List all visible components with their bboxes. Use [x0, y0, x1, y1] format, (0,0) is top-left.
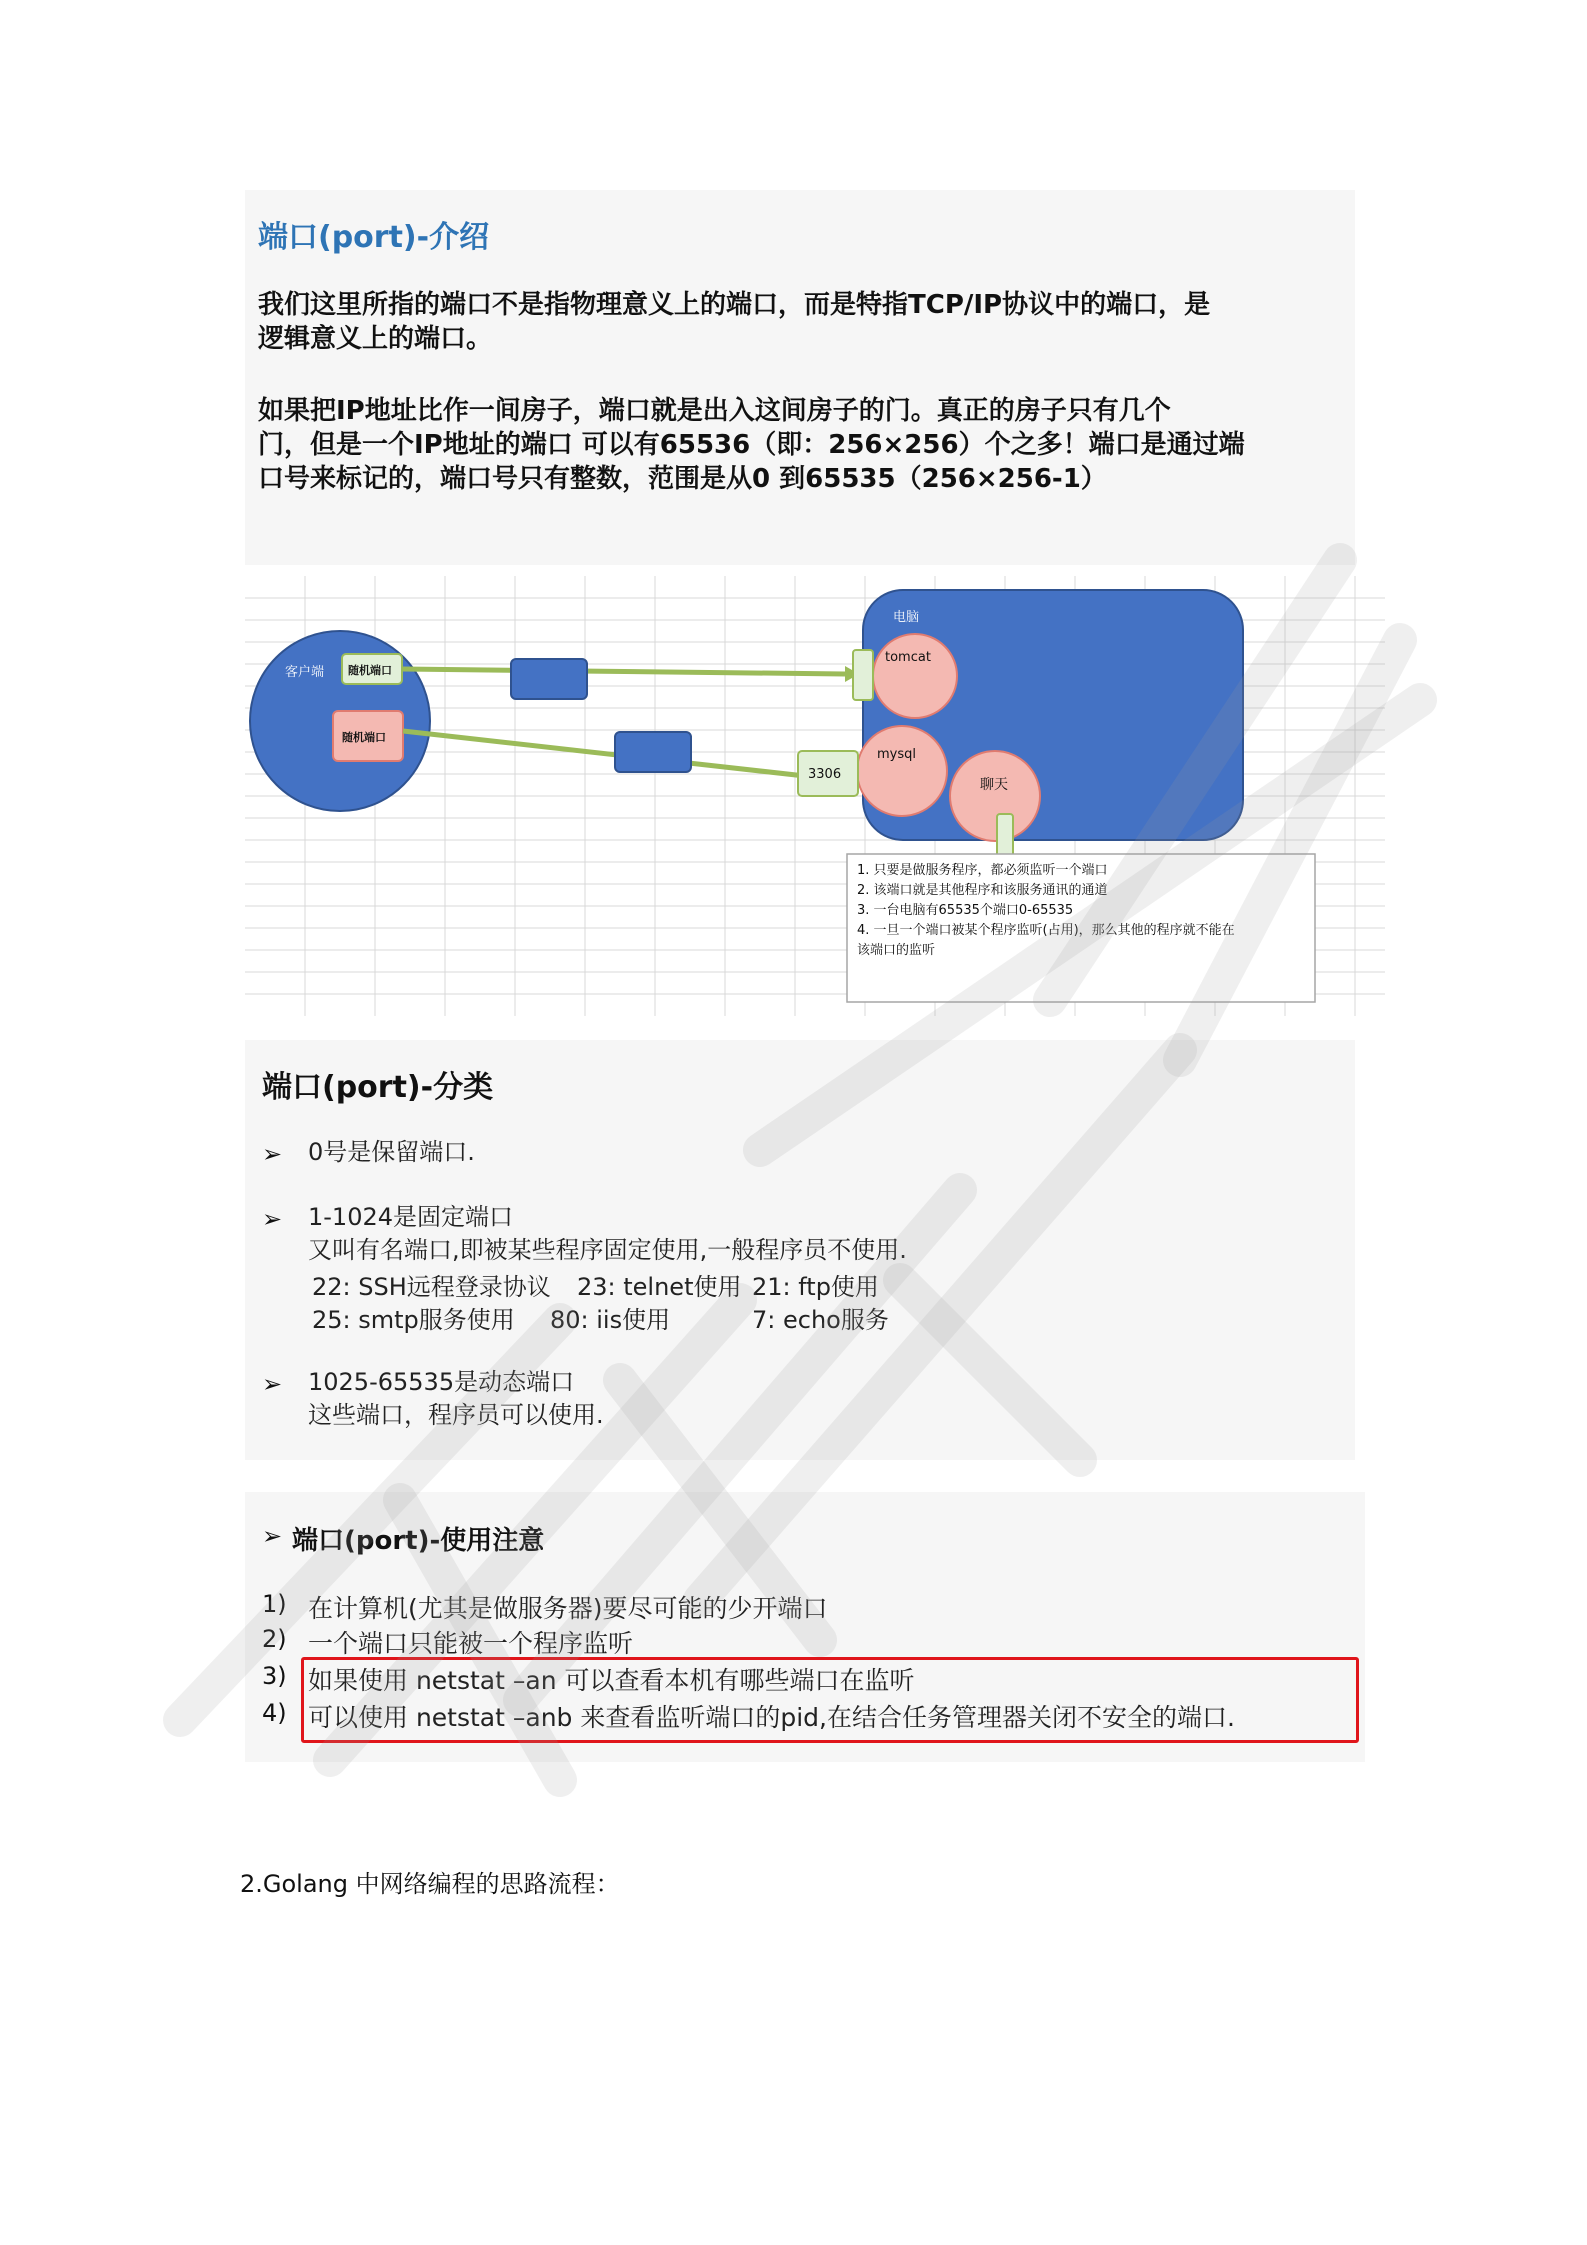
item-4-text: 可以使用 netstat –anb 来查看监听端口的pid,在结合任务管理器关闭不安全的端口.	[308, 1703, 1235, 1732]
bullet-arrow-icon: ➢	[262, 1140, 283, 1168]
tomcat-port	[853, 650, 873, 700]
item-1-text: 在计算机(尤其是做服务器)要尽可能的少开端口	[308, 1594, 828, 1623]
packet-2	[615, 732, 691, 772]
random-port-2-label: 随机端口	[342, 731, 386, 744]
port-3306-label: 3306	[808, 767, 842, 782]
tomcat-node	[873, 634, 957, 718]
port-diagram	[245, 576, 1385, 1016]
bullet-arrow-icon: ➢	[262, 1522, 283, 1550]
item-2-text: 一个端口只能被一个程序监听	[308, 1629, 634, 1658]
item-3-text: 如果使用 netstat –an 可以查看本机有哪些端口在监听	[308, 1666, 915, 1695]
intro-para1-line2: 逻辑意义上的端口。	[258, 324, 493, 354]
note-4: 4. 一旦一个端口被某个程序监听(占用)，那么其他的程序就不能在	[857, 923, 1235, 938]
bullet-2-text: 1-1024是固定端口	[308, 1203, 514, 1231]
chat-label: 聊天	[980, 777, 1008, 793]
packet-1	[511, 659, 587, 699]
intro-para1-line1: 我们这里所指的端口不是指物理意义上的端口，而是特指TCP/IP协议中的端口，是	[258, 290, 1211, 320]
random-port-1-label: 随机端口	[348, 664, 392, 677]
bullet-arrow-icon: ➢	[262, 1205, 283, 1233]
note-5: 该端口的监听	[857, 943, 936, 958]
item-2-num: 2)	[262, 1625, 287, 1653]
port-example-21: 21: ftp使用	[752, 1273, 879, 1301]
bullet-3-sub: 这些端口，程序员可以使用.	[308, 1401, 604, 1429]
intro-para2-line3: 口号来标记的，端口号只有整数，范围是从0 到65535（256×256-1）	[258, 464, 1107, 494]
computer-label: 电脑	[893, 610, 920, 625]
mysql-node	[857, 726, 947, 816]
bullet-2-sub: 又叫有名端口,即被某些程序固定使用,一般程序员不使用.	[308, 1236, 907, 1264]
mysql-label: mysql	[877, 747, 916, 762]
port-example-25: 25: smtp服务使用	[312, 1306, 515, 1334]
note-2: 2. 该端口就是其他程序和该服务通讯的通道	[857, 883, 1108, 898]
port-example-7: 7: echo服务	[752, 1306, 889, 1334]
classify-title: 端口(port)-分类	[262, 1070, 494, 1105]
bullet-arrow-icon: ➢	[262, 1370, 283, 1398]
tomcat-label: tomcat	[885, 650, 931, 665]
bullet-3-text: 1025-65535是动态端口	[308, 1368, 575, 1396]
port-example-80: 80: iis使用	[550, 1306, 671, 1334]
usage-title: 端口(port)-使用注意	[292, 1526, 545, 1556]
port-example-23: 23: telnet使用	[577, 1273, 742, 1301]
highlight-box	[301, 1657, 1359, 1743]
item-1-num: 1)	[262, 1590, 287, 1618]
note-1: 1. 只要是做服务程序，都必须监听一个端口	[857, 863, 1108, 878]
intro-para2-line2: 门，但是一个IP地址的端口 可以有65536（即：256×256）个之多！端口是通过端	[258, 430, 1245, 460]
bullet-1-text: 0号是保留端口.	[308, 1138, 475, 1166]
client-label: 客户端	[285, 665, 325, 680]
intro-para2-line1: 如果把IP地址比作一间房子，端口就是出入这间房子的门。真正的房子只有几个	[258, 396, 1171, 426]
chat-node	[950, 751, 1040, 841]
port-example-22: 22: SSH远程登录协议	[312, 1273, 551, 1301]
item-3-num: 3)	[262, 1662, 287, 1690]
intro-title: 端口(port)-介绍	[258, 220, 490, 255]
item-4-num: 4)	[262, 1699, 287, 1727]
section-heading-golang: 2.Golang 中网络编程的思路流程：	[240, 1870, 620, 1898]
note-3: 3. 一台电脑有65535个端口0-65535	[857, 903, 1074, 918]
